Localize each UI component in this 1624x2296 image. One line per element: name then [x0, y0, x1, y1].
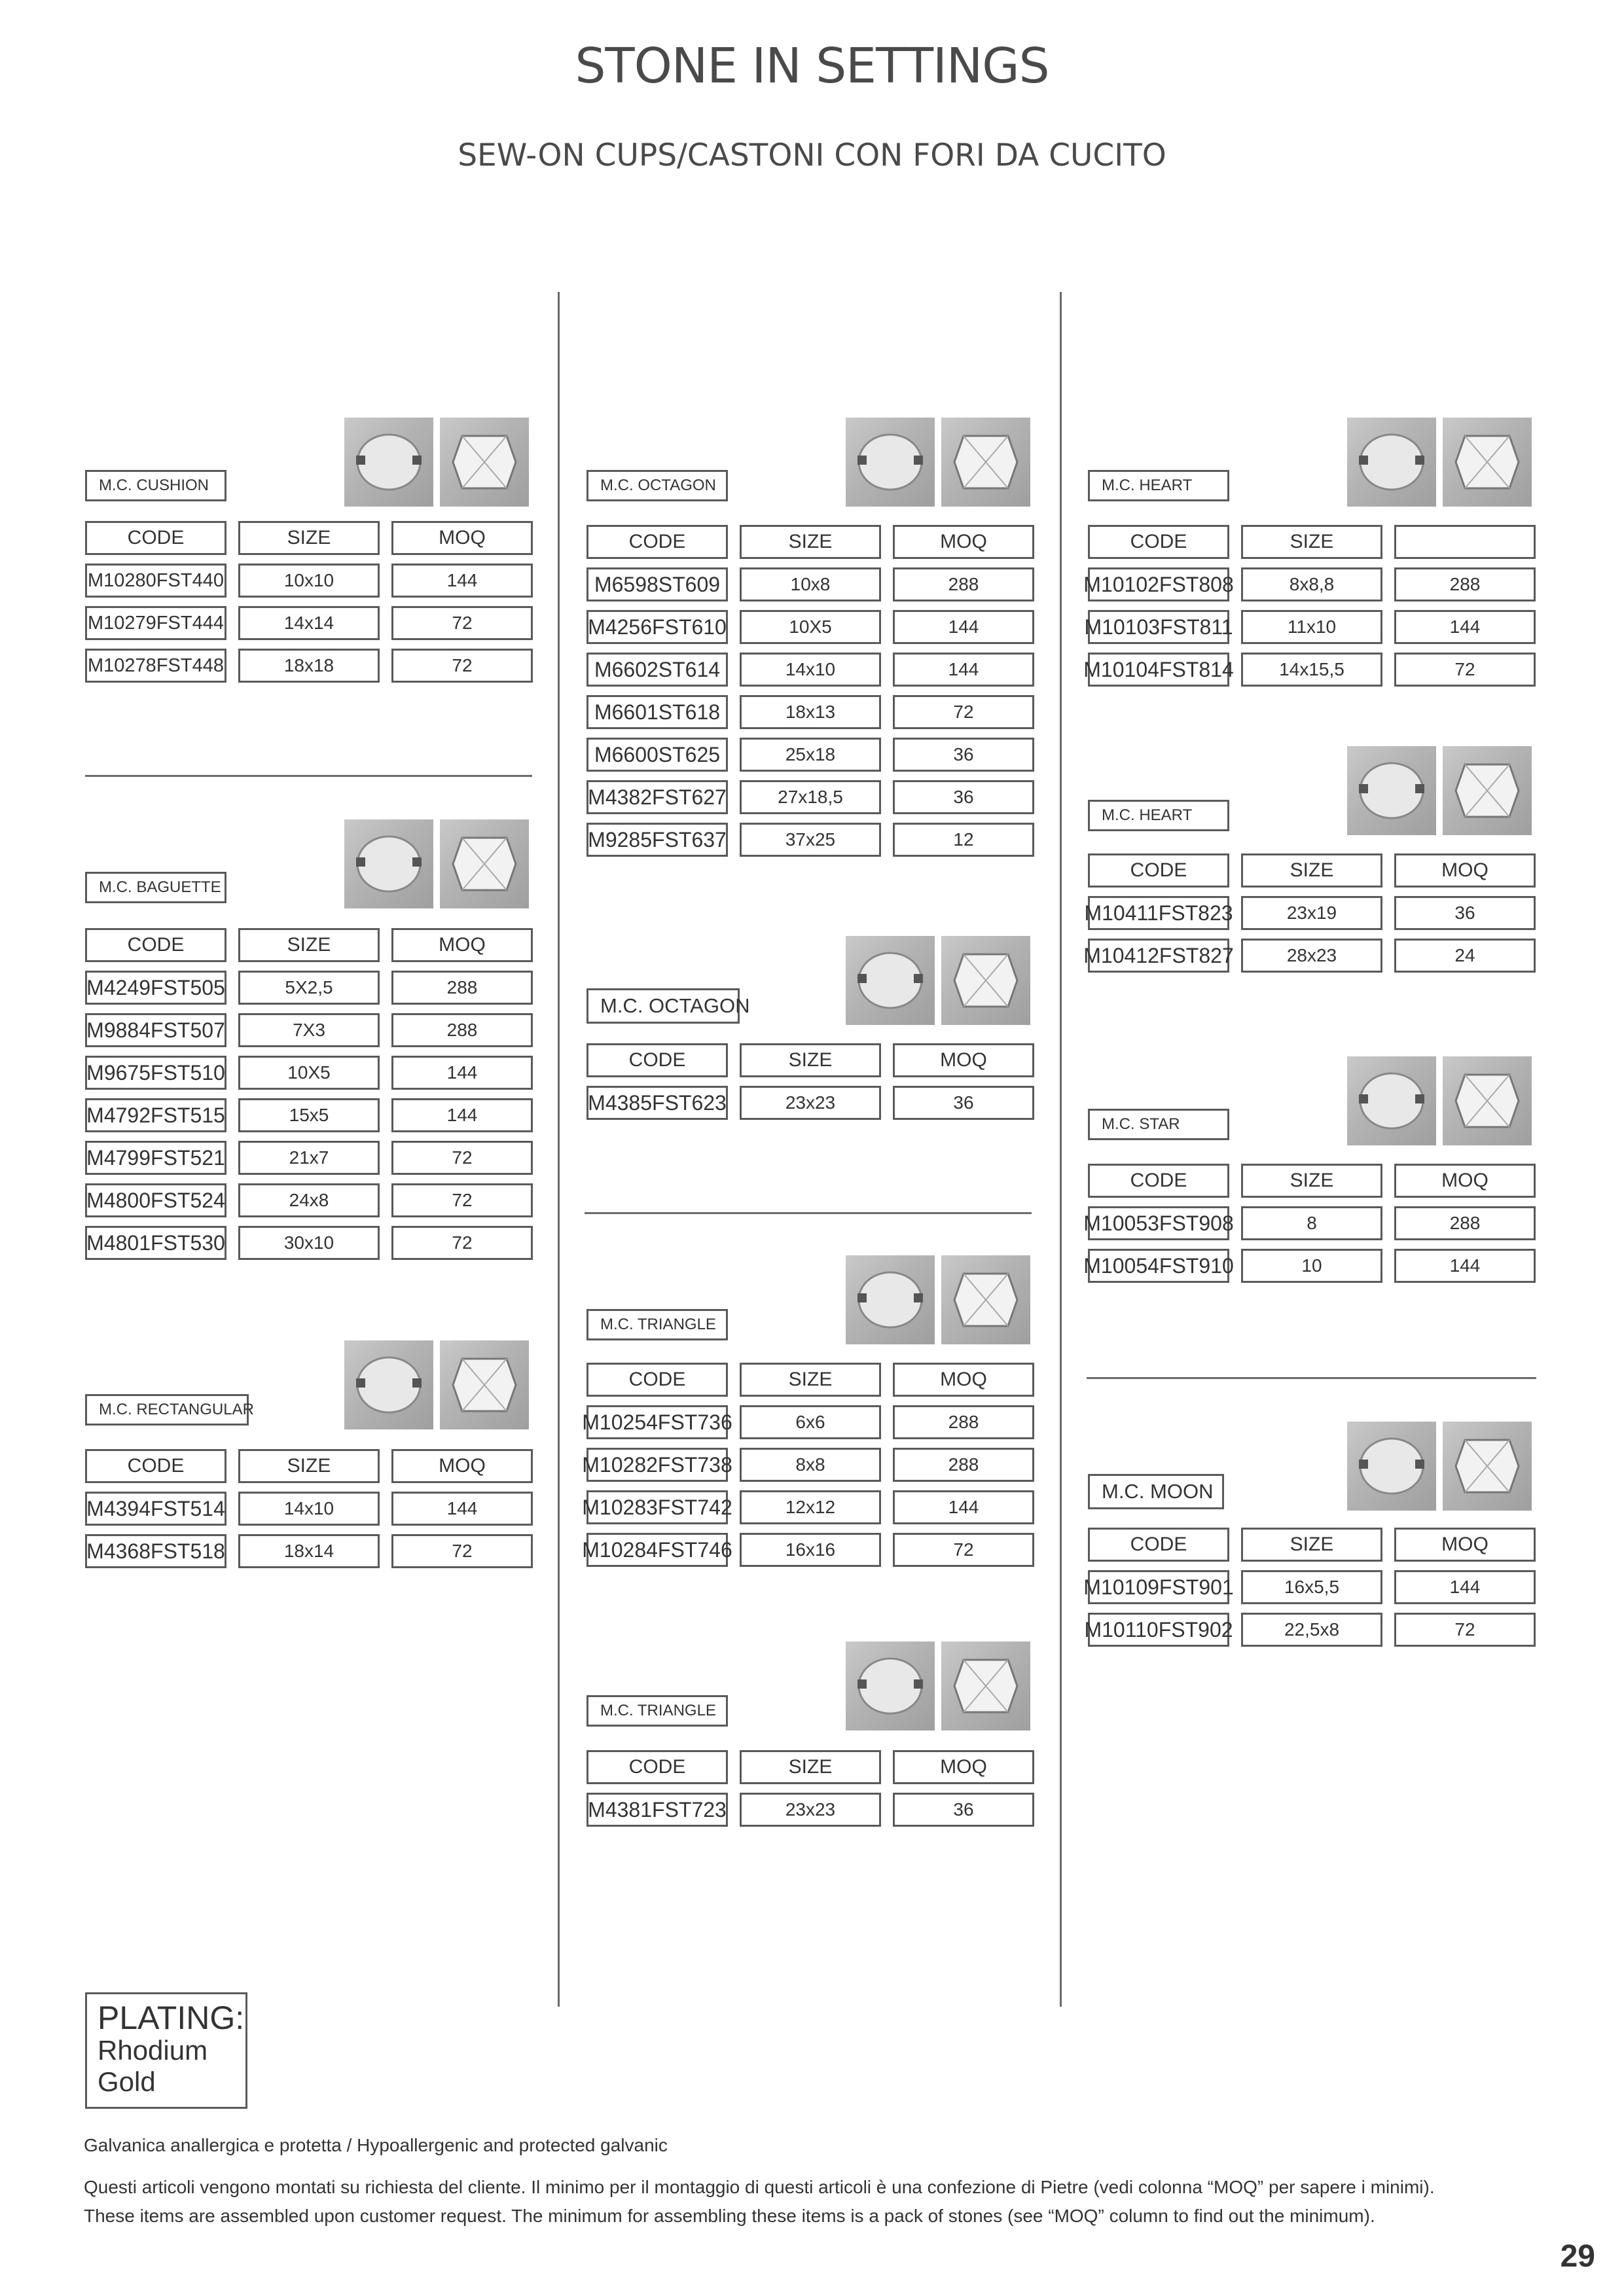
table-header-cell: SIZE: [1241, 1528, 1382, 1562]
moq-cell: 144: [893, 610, 1034, 644]
section-label: M.C. STAR: [1088, 1109, 1229, 1140]
moq-cell: 288: [391, 971, 533, 1005]
size-cell: 23x19: [1241, 896, 1382, 930]
table-header-cell: CODE: [586, 525, 728, 559]
code-cell: M10254FST736: [586, 1405, 728, 1439]
code-cell: M6602ST614: [586, 653, 728, 687]
page-subtitle: SEW-ON CUPS/CASTONI CON FORI DA CUCITO: [458, 137, 1166, 173]
size-cell: 7X3: [238, 1013, 380, 1047]
code-cell: M9285FST637: [586, 823, 728, 857]
code-cell: M10412FST827: [1088, 939, 1229, 973]
code-cell: M4256FST610: [586, 610, 728, 644]
size-cell: 14x15,5: [1241, 653, 1382, 687]
moq-cell: 144: [391, 1098, 533, 1132]
setting-side-photo: [846, 936, 935, 1025]
table-header-cell: MOQ: [391, 928, 533, 962]
section-label: M.C. HEART: [1088, 470, 1229, 501]
size-cell: 16x5,5: [1241, 1570, 1382, 1604]
plating-item: Rhodium: [98, 2035, 208, 2066]
size-cell: 28x23: [1241, 939, 1382, 973]
size-cell: 25x18: [740, 738, 881, 772]
table-header-cell: SIZE: [1241, 1164, 1382, 1198]
size-cell: 8x8,8: [1241, 567, 1382, 601]
size-cell: 10X5: [238, 1056, 380, 1090]
setting-side-photo: [1347, 1422, 1436, 1511]
plating-title: PLATING:: [98, 2000, 245, 2036]
galvanic-note: Galvanica anallergica e protetta / Hypoallergenic and protected galvanic: [84, 2135, 668, 2155]
code-cell: M9675FST510: [85, 1056, 226, 1090]
code-cell: M4801FST530: [85, 1226, 226, 1260]
moq-cell: 288: [893, 1405, 1034, 1439]
moq-cell: 144: [391, 1056, 533, 1090]
code-cell: M6600ST625: [586, 738, 728, 772]
size-cell: 14x14: [238, 606, 380, 640]
setting-side-photo: [344, 819, 433, 908]
code-cell: M10284FST746: [586, 1533, 728, 1567]
moq-cell: 288: [893, 1448, 1034, 1482]
moq-cell: 72: [391, 1226, 533, 1260]
size-cell: 18x13: [740, 695, 881, 729]
moq-cell: 72: [391, 1141, 533, 1175]
section-label: M.C. RECTANGULAR: [85, 1394, 249, 1426]
setting-top-photo: [1443, 746, 1532, 835]
moq-cell: 36: [1394, 896, 1536, 930]
setting-side-photo: [846, 1255, 935, 1344]
setting-top-photo: [941, 1255, 1030, 1344]
section-divider: [585, 1212, 1032, 1214]
moq-cell: 288: [1394, 567, 1536, 601]
page-title: STONE IN SETTINGS: [575, 38, 1049, 94]
column-divider: [1060, 292, 1062, 2007]
size-cell: 10: [1241, 1249, 1382, 1283]
code-cell: M10103FST811: [1088, 610, 1229, 644]
table-header-cell: SIZE: [1241, 525, 1382, 559]
code-cell: M10102FST808: [1088, 567, 1229, 601]
table-header-cell: CODE: [1088, 853, 1229, 888]
size-cell: 15x5: [238, 1098, 380, 1132]
moq-cell: 288: [893, 567, 1034, 601]
table-header-cell: SIZE: [238, 928, 380, 962]
setting-side-photo: [846, 1641, 935, 1731]
table-header-cell: SIZE: [238, 521, 380, 555]
code-cell: M4799FST521: [85, 1141, 226, 1175]
moq-cell: 72: [391, 1183, 533, 1217]
code-cell: M4249FST505: [85, 971, 226, 1005]
moq-cell: 72: [391, 649, 533, 683]
code-cell: M6598ST609: [586, 567, 728, 601]
code-cell: M4800FST524: [85, 1183, 226, 1217]
code-cell: M10109FST901: [1088, 1570, 1229, 1604]
size-cell: 11x10: [1241, 610, 1382, 644]
code-cell: M10411FST823: [1088, 896, 1229, 930]
code-cell: M10054FST910: [1088, 1249, 1229, 1283]
setting-top-photo: [941, 1641, 1030, 1731]
moq-cell: 144: [391, 1492, 533, 1526]
setting-top-photo: [1443, 1056, 1532, 1145]
table-header-cell: SIZE: [740, 525, 881, 559]
size-cell: 10x10: [238, 564, 380, 598]
table-header-cell: MOQ: [1394, 1528, 1536, 1562]
code-cell: M4792FST515: [85, 1098, 226, 1132]
table-header-cell: MOQ: [893, 1043, 1034, 1077]
moq-cell: 36: [893, 1086, 1034, 1120]
table-header-cell: CODE: [85, 928, 226, 962]
size-cell: 22,5x8: [1241, 1613, 1382, 1647]
code-cell: M4394FST514: [85, 1492, 226, 1526]
table-header-cell: MOQ: [893, 1363, 1034, 1397]
section-label: M.C. HEART: [1088, 800, 1229, 831]
setting-side-photo: [344, 1340, 433, 1429]
size-cell: 10X5: [740, 610, 881, 644]
column-divider: [558, 292, 560, 2007]
setting-top-photo: [941, 936, 1030, 1025]
size-cell: 23x23: [740, 1086, 881, 1120]
moq-cell: 36: [893, 780, 1034, 814]
code-cell: M10278FST448: [85, 649, 226, 683]
size-cell: 12x12: [740, 1490, 881, 1524]
size-cell: 16x16: [740, 1533, 881, 1567]
table-header-cell: SIZE: [238, 1449, 380, 1483]
moq-cell: 72: [893, 695, 1034, 729]
table-header-cell: CODE: [1088, 1528, 1229, 1562]
section-label: M.C. MOON: [1088, 1474, 1224, 1509]
table-header-cell: MOQ: [893, 525, 1034, 559]
table-header-cell: CODE: [586, 1363, 728, 1397]
section-divider: [1087, 1377, 1536, 1379]
size-cell: 5X2,5: [238, 971, 380, 1005]
section-label: M.C. CUSHION: [85, 470, 226, 501]
moq-cell: 72: [391, 606, 533, 640]
setting-top-photo: [1443, 1422, 1532, 1511]
code-cell: M10110FST902: [1088, 1613, 1229, 1647]
setting-top-photo: [941, 418, 1030, 507]
moq-cell: 144: [391, 564, 533, 598]
code-cell: M9884FST507: [85, 1013, 226, 1047]
table-header-cell: CODE: [586, 1750, 728, 1784]
code-cell: M10283FST742: [586, 1490, 728, 1524]
code-cell: M10053FST908: [1088, 1206, 1229, 1240]
table-header-cell: SIZE: [740, 1750, 881, 1784]
moq-cell: 72: [391, 1534, 533, 1568]
moq-cell: 72: [1394, 1613, 1536, 1647]
code-cell: M4385FST623: [586, 1086, 728, 1120]
setting-side-photo: [1347, 418, 1436, 507]
size-cell: 14x10: [740, 653, 881, 687]
size-cell: 18x18: [238, 649, 380, 683]
size-cell: 18x14: [238, 1534, 380, 1568]
moq-cell: 24: [1394, 939, 1536, 973]
plating-box: [85, 1992, 247, 2109]
size-cell: 6x6: [740, 1405, 881, 1439]
table-header-cell: CODE: [1088, 525, 1229, 559]
size-cell: 30x10: [238, 1226, 380, 1260]
code-cell: M10282FST738: [586, 1448, 728, 1482]
table-header-cell: MOQ: [391, 1449, 533, 1483]
setting-side-photo: [1347, 746, 1436, 835]
section-label: M.C. BAGUETTE: [85, 872, 226, 903]
table-header-cell: SIZE: [740, 1043, 881, 1077]
moq-cell: 288: [1394, 1206, 1536, 1240]
moq-cell: 72: [893, 1533, 1034, 1567]
table-header-cell: MOQ: [1394, 1164, 1536, 1198]
setting-top-photo: [1443, 418, 1532, 507]
moq-cell: 144: [1394, 610, 1536, 644]
setting-top-photo: [440, 1340, 529, 1429]
setting-side-photo: [1347, 1056, 1436, 1145]
code-cell: M10279FST444: [85, 606, 226, 640]
table-header-cell: MOQ: [893, 1750, 1034, 1784]
table-header-cell: CODE: [85, 521, 226, 555]
size-cell: 37x25: [740, 823, 881, 857]
plating-item: Gold: [98, 2066, 156, 2097]
size-cell: 21x7: [238, 1141, 380, 1175]
table-header-cell: CODE: [85, 1449, 226, 1483]
section-divider: [85, 775, 532, 777]
moq-cell: 288: [391, 1013, 533, 1047]
section-label: M.C. OCTAGON: [586, 470, 728, 501]
size-cell: 24x8: [238, 1183, 380, 1217]
table-header-cell: MOQ: [391, 521, 533, 555]
moq-cell: 36: [893, 738, 1034, 772]
moq-cell: 12: [893, 823, 1034, 857]
table-header-cell: CODE: [1088, 1164, 1229, 1198]
code-cell: M4368FST518: [85, 1534, 226, 1568]
size-cell: 8: [1241, 1206, 1382, 1240]
table-header-cell: [1394, 525, 1536, 559]
size-cell: 27x18,5: [740, 780, 881, 814]
moq-cell: 36: [893, 1793, 1034, 1827]
setting-side-photo: [344, 418, 433, 507]
size-cell: 14x10: [238, 1492, 380, 1526]
section-label: M.C. TRIANGLE: [586, 1695, 728, 1727]
code-cell: M6601ST618: [586, 695, 728, 729]
setting-side-photo: [846, 418, 935, 507]
moq-cell: 144: [893, 1490, 1034, 1524]
page-number: 29: [1560, 2239, 1595, 2274]
code-cell: M10104FST814: [1088, 653, 1229, 687]
section-label: M.C. TRIANGLE: [586, 1309, 728, 1340]
code-cell: M4381FST723: [586, 1793, 728, 1827]
size-cell: 10x8: [740, 567, 881, 601]
code-cell: M4382FST627: [586, 780, 728, 814]
table-header-cell: CODE: [586, 1043, 728, 1077]
table-header-cell: MOQ: [1394, 853, 1536, 888]
moq-cell: 144: [1394, 1249, 1536, 1283]
moq-note-italian: Questi articoli vengono montati su richiesta del cliente. Il minimo per il montaggio di questi articoli è una confezione di Pietre (vedi colonna “MOQ” per sapere i minimi).: [84, 2177, 1435, 2197]
table-header-cell: SIZE: [740, 1363, 881, 1397]
moq-cell: 144: [1394, 1570, 1536, 1604]
table-header-cell: SIZE: [1241, 853, 1382, 888]
setting-top-photo: [440, 418, 529, 507]
size-cell: 23x23: [740, 1793, 881, 1827]
section-label: M.C. OCTAGON: [586, 988, 740, 1024]
moq-note-english: These items are assembled upon customer request. The minimum for assembling these items is a pack of stones (see “MOQ” column to find out the minimum).: [84, 2206, 1375, 2226]
moq-cell: 144: [893, 653, 1034, 687]
code-cell: M10280FST440: [85, 564, 226, 598]
setting-top-photo: [440, 819, 529, 908]
moq-cell: 72: [1394, 653, 1536, 687]
size-cell: 8x8: [740, 1448, 881, 1482]
